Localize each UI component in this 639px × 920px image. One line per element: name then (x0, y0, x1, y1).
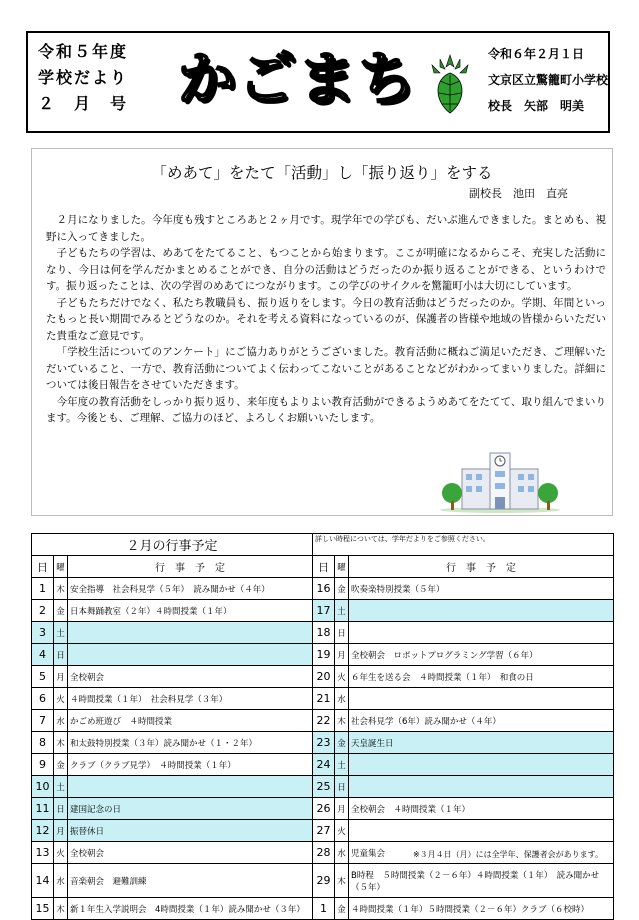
weekday-cell: 金 (54, 754, 68, 776)
day-cell: 4 (32, 644, 54, 666)
day-cell: 29 (313, 864, 335, 898)
event-cell (349, 622, 614, 644)
event-cell: 新１年生入学説明会 4時間授業（１年）読み聞かせ（３年） (68, 898, 313, 920)
table-row (32, 798, 614, 820)
event-header: 行 事 予 定 (68, 556, 313, 578)
table-row (32, 710, 614, 732)
issue-info (38, 39, 128, 117)
day-cell: 27 (313, 820, 335, 842)
table-row (32, 600, 614, 622)
day-cell: 25 (313, 776, 335, 798)
day-cell: 24 (313, 754, 335, 776)
issue-month: ２ 月 号 (38, 94, 129, 113)
event-cell (349, 776, 614, 798)
weekday-cell: 木 (54, 578, 68, 600)
day-cell: 9 (32, 754, 54, 776)
article-paragraph: 子どもたちの学習は、めあてをたてること、もつことから始まります。ここが明確になるからこそ、充実した活動になり、今日は何を学んだかまとめることができ、自分の活動はどうだったのか振り返ることができる、というわけです。振り返ったことは、次の学習のめあてにつながります。この学びのサイクルを驚籠町小は大切にしています。 (46, 247, 606, 292)
weekday-cell: 火 (335, 820, 349, 842)
day-cell: 21 (313, 688, 335, 710)
day-cell: 5 (32, 666, 54, 688)
event-cell: かごめ班遊び ４時間授業 (68, 710, 313, 732)
event-cell: 吹奏楽特別授業（５年） (349, 578, 614, 600)
weekday-cell: 水 (54, 864, 68, 898)
weekday-cell: 火 (54, 688, 68, 710)
weekday-cell: 日 (54, 798, 68, 820)
principal-name: 校長 矢部 明美 (488, 99, 585, 113)
issue-type: 学校だより (38, 68, 129, 87)
day-cell: 15 (32, 898, 54, 920)
day-cell: 10 (32, 776, 54, 798)
event-cell: 全校朝会 ロボットプログラミング学習（６年） (349, 644, 614, 666)
table-row (32, 820, 614, 842)
weekday-cell: 水 (335, 688, 349, 710)
day-cell: 7 (32, 710, 54, 732)
school-building-icon (440, 447, 560, 513)
table-row (32, 578, 614, 600)
events-title: ２月の行事予定 (32, 534, 313, 556)
weekday-cell: 金 (335, 898, 349, 920)
event-cell: 振替休日 (68, 820, 313, 842)
day-header: 日 (313, 556, 335, 578)
weekday-cell: 月 (335, 798, 349, 820)
weekday-cell: 土 (335, 754, 349, 776)
day-cell: 28 (313, 842, 335, 864)
table-row (32, 898, 614, 920)
events-table (31, 533, 614, 920)
event-cell (68, 622, 313, 644)
table-row (32, 622, 614, 644)
day-cell: 22 (313, 710, 335, 732)
event-cell (68, 776, 313, 798)
day-cell: 20 (313, 666, 335, 688)
day-cell: 1 (32, 578, 54, 600)
event-cell: 日本舞踊教室（２年）４時間授業（１年） (68, 600, 313, 622)
weekday-cell: 金 (54, 600, 68, 622)
weekday-cell: 金 (335, 578, 349, 600)
day-cell: 18 (313, 622, 335, 644)
event-cell (349, 600, 614, 622)
table-row (32, 776, 614, 798)
event-cell (349, 688, 614, 710)
masthead-title: かごまち (178, 45, 419, 113)
event-cell: 和太鼓特別授業（３年）読み聞かせ（１・２年） (68, 732, 313, 754)
event-cell: 社会科見学（6年）読み聞かせ（４年） (349, 710, 614, 732)
article-paragraph: 「学校生活についてのアンケート」にご協力ありがとうございました。教育活動に概ねご満足いただき、ご理解いただいていること、一方で、教育活動についてよく伝わってこないことがあることなどがわかってまいりました。詳細については後日報告をさせていただきます。 (46, 346, 606, 391)
weekday-cell: 土 (54, 776, 68, 798)
event-cell: 建国記念の日 (68, 798, 313, 820)
day-cell: 1 (313, 898, 335, 920)
day-cell: 3 (32, 622, 54, 644)
weekday-cell: 水 (54, 710, 68, 732)
events-footnote: ※３月４日（月）には全学年、保護者会があります。 (412, 850, 603, 859)
day-cell: 26 (313, 798, 335, 820)
events-title-row (32, 534, 614, 556)
day-cell: 16 (313, 578, 335, 600)
event-cell: 天皇誕生日 (349, 732, 614, 754)
weekday-cell: 土 (54, 622, 68, 644)
events-body (32, 534, 614, 920)
header-right (488, 41, 608, 119)
event-cell: ４時間授業（１年）５時間授業（２－６年）クラブ（６校時） (349, 898, 614, 920)
weekday-cell: 木 (335, 864, 349, 898)
table-row (32, 644, 614, 666)
day-header: 日 (32, 556, 54, 578)
article-paragraph: ２月になりました。今年度も残すところあと２ヶ月です。現学年での学びも、だいぶ進んできました。まとめも、視野に入ってきました。 (46, 214, 606, 243)
day-cell: 14 (32, 864, 54, 898)
school-emblem-icon (428, 51, 472, 117)
weekday-cell: 火 (54, 842, 68, 864)
day-cell: 19 (313, 644, 335, 666)
article-paragraph: 子どもたちだけでなく、私たち教職員も、振り返りをします。今日の教育活動はどうだったのか。学期、年間といったもっと長い期間でみるとどうなのか。それを考える資料になっているのが、保護者の皆様や地域の皆様からいただいた貴重なご意見です。 (46, 296, 606, 342)
weekday-header: 曜 (54, 556, 68, 578)
issue-year: 令和５年度 (38, 42, 129, 61)
weekday-cell: 日 (54, 644, 68, 666)
weekday-cell: 日 (335, 622, 349, 644)
event-cell: 音楽朝会 避難訓練 (68, 864, 313, 898)
weekday-cell: 木 (54, 732, 68, 754)
issue-date: 令和６年２月１日 (488, 47, 585, 61)
day-cell: 13 (32, 842, 54, 864)
day-cell: 8 (32, 732, 54, 754)
event-cell: ６年生を送る会 ４時間授業（１年） 和食の日 (349, 666, 614, 688)
event-header: 行 事 予 定 (349, 556, 614, 578)
event-cell: 全校朝会 (68, 842, 313, 864)
table-row (32, 688, 614, 710)
weekday-cell: 水 (335, 842, 349, 864)
table-row (32, 754, 614, 776)
article-box (31, 148, 613, 516)
day-cell: 17 (313, 600, 335, 622)
day-cell: 12 (32, 820, 54, 842)
event-cell: クラブ（クラブ見学） ４時間授業（１年） (68, 754, 313, 776)
school-name: 文京区立驚籠町小学校 (488, 73, 609, 87)
weekday-cell: 木 (54, 898, 68, 920)
day-cell: 23 (313, 732, 335, 754)
event-cell: 全校朝会 (68, 666, 313, 688)
weekday-cell: 日 (335, 776, 349, 798)
event-cell (349, 820, 614, 842)
table-row (32, 732, 614, 754)
day-cell: 11 (32, 798, 54, 820)
table-row (32, 864, 614, 898)
event-cell: ４時間授業（１年） 社会科見学（３年） (68, 688, 313, 710)
weekday-header: 曜 (335, 556, 349, 578)
article-byline: 副校長 池田 直亮 (469, 187, 568, 200)
event-cell: 安全指導 社会科見学（５年） 読み聞かせ（４年） (68, 578, 313, 600)
weekday-cell: 月 (335, 644, 349, 666)
weekday-cell: 月 (54, 666, 68, 688)
weekday-cell: 木 (335, 710, 349, 732)
article-body (46, 212, 606, 427)
events-header-row (32, 556, 614, 578)
day-cell: 6 (32, 688, 54, 710)
event-cell (349, 754, 614, 776)
newsletter-header (26, 31, 610, 133)
event-cell: 児童集会 (349, 842, 614, 864)
day-cell: 2 (32, 600, 54, 622)
event-cell: B時程 ５時間授業（２－６年）４時間授業（１年） 読み聞かせ（５年） (349, 864, 614, 898)
weekday-cell: 金 (335, 732, 349, 754)
weekday-cell: 火 (335, 666, 349, 688)
event-cell (68, 644, 313, 666)
article-paragraph: 今年度の教育活動をしっかり振り返り、来年度もよりよい教育活動ができるようめあてをたてて、取り組んでまいります。今後とも、ご理解、ご協力のほど、よろしくお願いいたします。 (46, 395, 606, 424)
events-notice: 詳しい時程については、学年だよりをご参照ください。 (313, 534, 614, 556)
weekday-cell: 月 (54, 820, 68, 842)
article-headline: 「めあて」をたて「活動」し「振り返り」をする (151, 164, 493, 182)
table-row (32, 666, 614, 688)
event-cell: 全校朝会 ４時間授業（１年） (349, 798, 614, 820)
weekday-cell: 土 (335, 600, 349, 622)
